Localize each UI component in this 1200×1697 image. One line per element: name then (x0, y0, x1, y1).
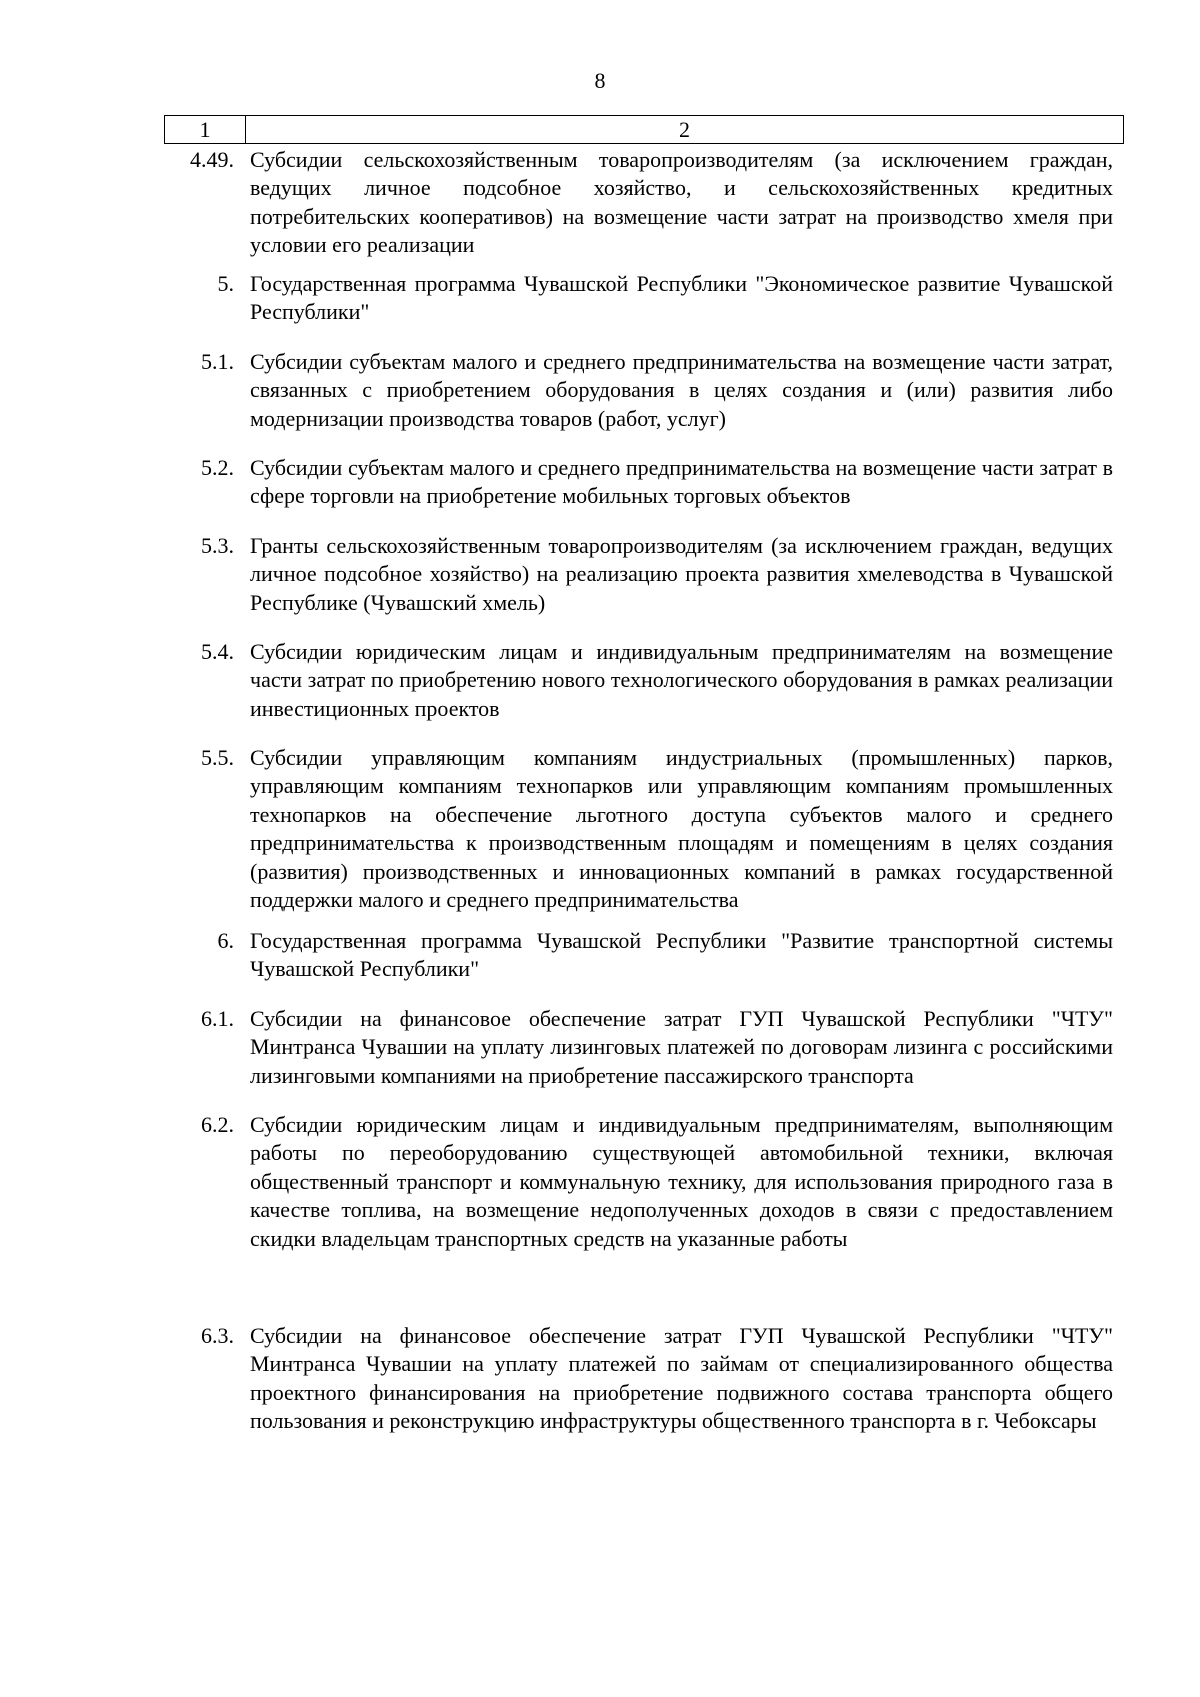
row-text: Субсидии сельскохозяйственным товаропроизводителям (за исключением граждан, ведущих личное подсобное хозяйство, и сельскохозяйственных кредитных потребительских кооперативов) на возмещение части затрат на производство хмеля при условии его реализации (250, 147, 1113, 258)
row-text: Государственная программа Чувашской Республики "Развитие транспортной системы Чувашской Республики" (250, 928, 1113, 982)
row-number: 5.3. (201, 533, 234, 558)
row-number: 5.4. (201, 639, 234, 664)
row-text: Субсидии юридическим лицам и индивидуальным предпринимателям, выполняющим работы по переоборудованию существующей автомобильной техники, включая общественный транспорт и коммунальную технику, для использования природного газа в качестве топлива, на возмещение недополученных доходов в связи с предоставлением скидки владельцам транспортных средств на указанные работы (250, 1112, 1113, 1251)
row-text: Субсидии на финансовое обеспечение затрат ГУП Чувашской Республики "ЧТУ" Минтранса Чувашии на уплату платежей по займам от специализированного общества проектного финансирования на приобретение подвижного состава транспорта общего пользования и реконструкцию инфраструктуры общественного транспорта в г. Чебоксары (250, 1323, 1113, 1434)
row-number: 5.5. (201, 745, 234, 770)
column-header-1: 1 (165, 116, 246, 144)
row-text: Субсидии управляющим компаниям индустриальных (промышленных) парков, управляющим компаниям технопарков или управляющим компаниям промышленных технопарков на обеспечение льготного доступа субъектов малого и среднего предпринимательства к производственным площадям и помещениям в целях создания (развития) производственных и инновационных компаний в рамках государственной поддержки малого и среднего предпринимательства (250, 745, 1113, 913)
row-text: Субсидии субъектам малого и среднего предпринимательства на возмещение части затрат в сфере торговли на приобретение мобильных торговых объектов (250, 455, 1113, 509)
table-header (164, 115, 1124, 144)
row-text: Гранты сельскохозяйственным товаропроизводителям (за исключением граждан, ведущих личное подсобное хозяйство) на реализацию проекта развития хмелеводства в Чувашской Республике (Чувашский хмель) (250, 533, 1113, 615)
column-header-2: 2 (246, 116, 1124, 144)
row-number: 6.3. (201, 1323, 234, 1348)
row-text: Субсидии юридическим лицам и индивидуальным предпринимателям на возмещение части затрат по приобретению нового технологического оборудования в рамках реализации инвестиционных проектов (250, 639, 1113, 721)
row-number: 6. (217, 928, 234, 953)
row-number: 5.1. (201, 349, 234, 374)
row-number: 6.2. (201, 1112, 234, 1137)
row-number: 6.1. (201, 1006, 234, 1031)
table-header-row (165, 116, 1124, 144)
page-number: 8 (594, 68, 606, 93)
row-text: Субсидии субъектам малого и среднего предпринимательства на возмещение части затрат, связанных с приобретением оборудования в целях создания и (или) развития либо модернизации производства товаров (работ, услуг) (250, 349, 1113, 431)
row-text: Государственная программа Чувашской Республики "Экономическое развитие Чувашской Республики" (250, 271, 1113, 325)
row-text: Субсидии на финансовое обеспечение затрат ГУП Чувашской Республики "ЧТУ" Минтранса Чувашии на уплату лизинговых платежей по договорам лизинга с российскими лизинговыми компаниями на приобретение пассажирского транспорта (250, 1006, 1113, 1088)
row-number: 5.2. (201, 455, 234, 480)
row-number: 5. (217, 271, 234, 296)
row-number: 4.49. (190, 147, 234, 172)
